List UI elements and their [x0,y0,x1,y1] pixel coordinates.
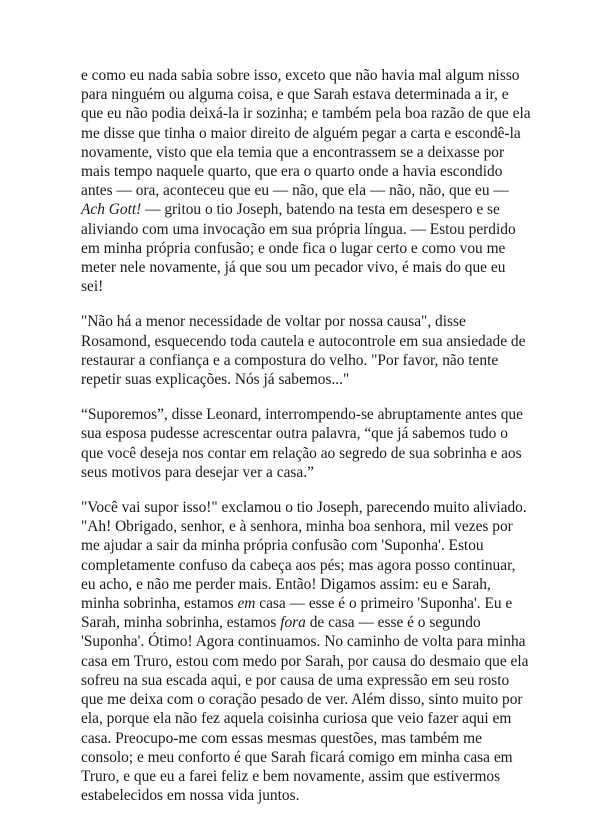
paragraph-4 [81,498,531,805]
paragraph-2 [81,312,531,389]
paragraph-3 [81,405,531,482]
paragraph-1 [81,66,531,296]
paragraph-1-italic-exclamation: Ach Gott! [81,201,142,219]
paragraph-4-text: "Você vai supor isso!" exclamou o tio Joseph, parecendo muito aliviado. "Ah! Obrigado, senhor, e à senhora, minha boa senhora, mil vezes por me ajudar a sair da minha própria confusão com 'Suponha'. Estou completamente confuso da cabeça aos pés; mas agora posso continuar, eu acho, e não me perder mais. Então! Digamos assim: eu e Sarah, minha sobrinha, estamos [81,499,527,613]
document-page [81,66,531,821]
paragraph-2-text: "Não há a menor necessidade de voltar por nossa causa", disse Rosamond, esquecendo toda cautela e autocontrole em sua ansiedade de restaurar a confiança e a compostura do velho. "Por favor, não tente repetir suas explicações. Nós já sabemos..." [81,313,526,389]
paragraph-1-text-cont: — gritou o tio Joseph, batendo na testa em desespero e se aliviando com uma invocação em sua própria língua. — Estou perdido em minha própria confusão; e onde fica o lugar certo e como vou me meter nele novamente, já que sou um pecador vivo, é mais do que eu sei! [81,201,516,296]
paragraph-4-italic-fora: fora [280,614,306,632]
paragraph-4-text-cont: casa — esse é o primeiro 'Suponha'. Eu e Sarah, minha sobrinha, estamos [81,595,513,632]
paragraph-1-text: e como eu nada sabia sobre isso, exceto que não havia mal algum nisso para ninguém ou alguma coisa, e que Sarah estava determinada a ir, e que eu não podia deixá-la ir sozinha; e também pela boa razão de que ela me disse que tinha o maior direito de alguém pegar a carta e escondê-la novamente, visto que ela temia que a encontrassem se a deixasse por mais tempo naquele quarto, que era o quarto onde a havia escondido antes — ora, aconteceu que eu — não, que ela — não, não, que eu — [81,67,531,200]
paragraph-3-text: “Suporemos”, disse Leonard, interrompendo-se abruptamente antes que sua esposa pudesse acrescentar outra palavra, “que já sabemos tudo o que você deseja nos contar em relação ao segredo de sua sobrinha e aos seus motivos para desejar ver a casa.” [81,406,523,481]
paragraph-4-text-end: de casa — esse é o segundo 'Suponha'. Ótimo! Agora continuamos. No caminho de volta para minha casa em Truro, estou com medo por Sarah, por causa do desmaio que ela sofreu na sua escada aqui, e por causa de uma expressão em seu rosto que me deixa com o coração pesado de ver. Além disso, sinto muito por ela, porque ela não fez aquela coisinha curiosa que veio fazer aqui em casa. Preocupo-me com essas mesmas questões, mas também me consolo; e meu conforto é que Sarah ficará comigo em minha casa em Truro, e que eu a farei feliz e bem novamente, assim que estivermos estabelecidos em nossa vida juntos. [81,614,529,805]
paragraph-4-italic-em: em [237,595,256,613]
